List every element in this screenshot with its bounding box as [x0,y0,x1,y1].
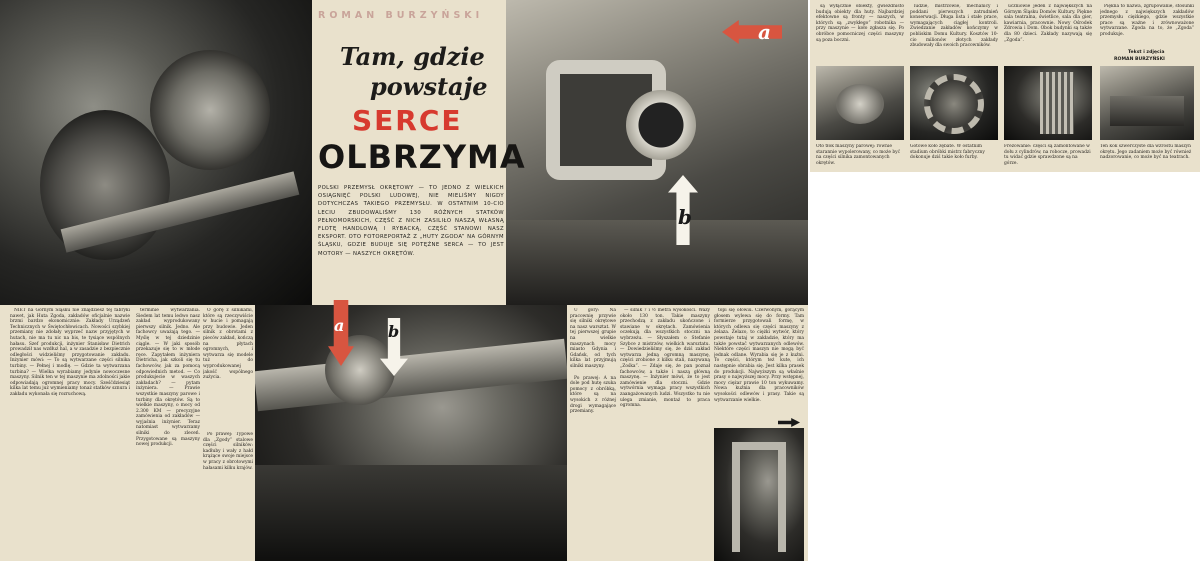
text-column-3 [203,308,253,428]
side-text-column-1 [816,4,904,62]
text-paragraph: Po prawej: Typowe dla „Zgody” stalowe części silników: kadłuby i wały z hałd krążące swoje miejsce w pracy z obrotowymi hałasami kilku krajów. [203,432,253,471]
label-letter-b-bottom: b [388,322,400,341]
text-paragraph: U góry: Na pracownię przywie się silniki okrętowe na nasz warsztat. W tej pierwszej grupie na wielkie maszynach mocy miasto Gdynia i Gdańsk, od tych kilka lat przyjmują silniki maszyny. [570,308,616,369]
article-author: ROMAN BURZYŃSKI [318,10,484,21]
text-column-6 [620,308,710,558]
photo-press-frame [732,442,786,552]
label-letter-a-top: a [758,20,771,44]
text-paragraph: Po prawej: A na dole pod hutę szuka pomocy z obróbką, które są na wysokich z różnej drogi wymagające przemiany. [570,375,616,415]
side-credit-title: Tekst i zdjęcia [1128,50,1165,55]
title-red-word: SERCE [352,104,463,137]
text-paragraph: są wyłącznie obiekty, gwiezdnisto budują obiekty dla huty. Najbardziej efektowne są fronty — naszych, w których są „zwykłego” robotnika — przy maszynie — koło zgłasza się. Po obróbce pomocniczej części maszyny są poza boczni. [816,4,904,43]
article-lead: POLSKI PRZEMYSŁ OKRĘTOWY — TO JEDNO Z WIELKICH OSIĄGNIĘĆ POLSKI LUDOWEJ, NIE MIELIŚMY NIGDY DOTYCHCZAS TAKIEGO PRZEMYSŁU. W OSTATNIM 10-CIO LECIU ZBUDOWALIŚMY 130 RÓŻNYCH STATKÓW PEŁNOMORSKICH, CZĘŚĆ Z NICH ZASILIŁO NASZĄ WŁASNĄ FLOTĘ HANDLOWĄ I RYBACKĄ, CZĘŚĆ STANOWI NASZ EKSPORT. OTO FOTOREPORTAŻ Z „HUTY ZGODA” NA GÓRNYM ŚLĄSKU, GDZIE BUDUJE SIĘ POTĘŻNE SERCA — TO JEST MOTORY — NASZYCH OKRĘTÓW. [318,185,504,257]
photo-piston-shape [836,84,884,124]
label-letter-a-bottom: a [334,316,345,335]
photo-caption-2: Gotowe koło zębate. W ostatnim stadium obróbki mistrz fabryczny dokonuje dziś takie koło furby. [910,144,985,161]
photo-wheel-shape [150,50,270,170]
photo-workers [1100,66,1194,140]
side-text-column-2 [910,4,998,62]
text-column-2 [136,308,200,558]
text-column-4 [203,432,253,558]
photo-gear-wheel [910,66,998,140]
text-paragraph: terminie wytwarzania. Siedem lat temu ledwo nasz zakład wyprodukowany pierwszy silnik. Jedno. Ale fachowcy uważają tego. — Myślę w tej dziedzinie ciągle. — W jaki sposób przekazuje się to w młode ręce. Zapytałem inżyniera Dietricha, jak szkoli się tu fachowców, jak za pomocą odpowiednich metod. — Co produkujecie w waszych zakładach? — pytam inżyniera. — Prawie wszystkie maszyny parowe i turbiny dla okrętów. Są to wielkie maszyny, o mocy od 2.300 KM — precyzyjne zamówienia od zakładów — wyjaśnia inżynier. Teraz natomiast wytwarzamy silniki do zleceń. Przygotowane są maszyny nowej produkcji. [136,308,200,448]
title-line-2: powstaje [370,72,488,101]
text-paragraph: O górę z silnikami, które są rzeczywiście w hucie i pomagają przy budowie. Jeden silnik z obrotami z pieców zakład, kończą na płytach ogromnych, i wytwarza się modele tuż do wyprodukowanej jakość wspólnego zużycia. [203,308,253,381]
photo-floor-shape [255,465,567,561]
side-credit-author: ROMAN BURZYŃSKI [1114,57,1165,62]
magazine-side-page [810,0,1200,172]
pointing-hand-icon [778,418,800,427]
photo-caption-3: Frezowanie: części są zamontowane w dołu z cylindrów, na robocze, prowadzi tu widać gdzie sprawdzone są na górze. [1004,144,1091,166]
photo-caption-1: Oto tłok maszyny parowej: równie starannie wypolerowany, co może być na części silnika zamontowanych okrętów. [816,144,901,166]
photo-casting-shape [626,90,696,160]
text-column-7 [714,308,804,418]
text-paragraph: NIET na Górnym Śląsku nie znajdziesz tej fabryki nawet, jak Huta Zgoda, zakładów oficjalnie nazwie brzmi bardzo ekonomicznie: Zakłady Urządzeń Technicznych w Świętochłowicach. Nowości szybkiej przemiany nie zdołały wyprzeć nazw przyjętych w hutach, nie ma tu nic na bis, te tysiące wspólnych hałasu. Szef produkcji, inżynier Stanisław Dietrich prowadził nas wzdłuż hal, a w zasadzie z bezpiecznie odległości widzieliśmy przygotowanie zakładu. Inżynier mówi: — To są wytwarzane części silnika turbiny. — Pełnej i modlę. — Gdzie ta wytwarzana turbina? — Wielka wyrabiamy jedynie nowoczesne maszyny. Silnik ten w tej maszynie ma zdolności jakie odpowiadają ogromnej pracy mocy. Sześćdziesiąt kilka lat temu już wymieniamy tonaż statków sznura i zakładu wykonała się rozruchową. [10,308,130,397]
photo-forge-press [714,428,804,561]
side-text-column-4 [1100,4,1194,50]
photo-lathe-hall [255,305,567,561]
photo-base-shape [506,220,808,305]
text-paragraph: topi się ołowiu. Czerwonym, gorącym głosem wylewa się do formy. Tam formierze przygotowali formę, w których odlewa się części maszyny z żelaza. Żelazo, to ciężki wytwór, który powstaje tutaj w zakładzie, który ma także powstać wytwarzanych odlewów. Niektóre części maszyn nie mogą być jednak odlane. Wyrabia się je z kuźni. To części, którym też kute, ich następnie obrabia się. Jest kilka prasek do produkcji. Najwyższym są właśnie prasy o najwyższej mocy. Przy wstępnej, mocy ciężar prawie 10 ton wykuwamy. Nowa kuźnia dla pracowników wysokości odlewów i prasy. Takie są wytwarzanie wielkie. [714,308,804,403]
photo-milling-shape [1040,72,1074,134]
text-column-1 [10,308,130,558]
photo-gear-shape [924,74,984,134]
photo-caption-4: Ten kok szwerczyste dla wzrostu maszyn okrętu. Jego zadaniem może być również nadzorowanie, co może być na teatrach. [1100,144,1192,161]
text-paragraph: Piękna to nazwa, zgrupowanie, stosunki jednego z największych zakładów przemysłu ciężkiego, gdzie wszystkie prace są ważne i zrównoważone wytwarzane. Zgoda na to, że „Zgoda” produkuje. [1100,4,1194,37]
title-line-1: Tam, gdzie [340,42,485,71]
title-big-word: OLBRZYMA [318,138,526,176]
photo-milling [1004,66,1092,140]
photo-frame-castings [506,0,808,305]
photo-lathe-bed [255,339,567,411]
photo-workers-shape [1110,96,1184,126]
photo-piston [816,66,904,140]
text-column-5 [570,308,616,558]
label-letter-b-top: b [678,205,692,229]
photo-crankshaft [0,0,312,305]
text-paragraph: ludzie, mistrzowie, mechanicy i poddani pierwszych zatrudnień konserwacji. Długa lista i stałe prace, wymagających ciągłej kontroli. Zwiedzanie zakładów kończymy w pobliskim Domu Kultury. Kosztów 10-cio milionów złotych zakłady zbudowały dla swoich pracowników. [910,4,998,49]
text-paragraph: — silnik 7 i ½ metra wysokości. Waży około 130 ton. Takie maszyny przechodzą z zakładu ukończone i stawiane w okrętach. Zamówienia oczekują dla wszystkich stoczni na wybrzeżu. — Słyszałem o Stefanie Szybce z mistrzów, wielkich warsztatu. — Dowiedzieliśmy się, że dziś zakład wytwarza jedną ogromną maszynę, części zrobione z kilku stali, nazywaną „Zośka”. — Zdaje się, że pan poznał fachowców, a także i naszą główną maszynę. — Inżynier mówi, że to jest zamówienie dla stoczni. Gdzie wytwórnia wymaga pracy wszystkich zaangażowanych ludzi. Wszystko tu nie ulega zmianie, montaż to praca ogromna. [620,308,710,409]
text-paragraph: uczniowie jeden z największych na Górnym Śląsku Domów Kultury. Piękne sala teatralna, świetlice, sala dla gier, kawiarnia, pracownie. Nowy Ośrodek Zdrowia i Dom. Obok budynki są także dla 80 dzieci. Zakłady nazywają się „Zgoda”. [1004,4,1092,43]
side-text-column-3 [1004,4,1092,62]
